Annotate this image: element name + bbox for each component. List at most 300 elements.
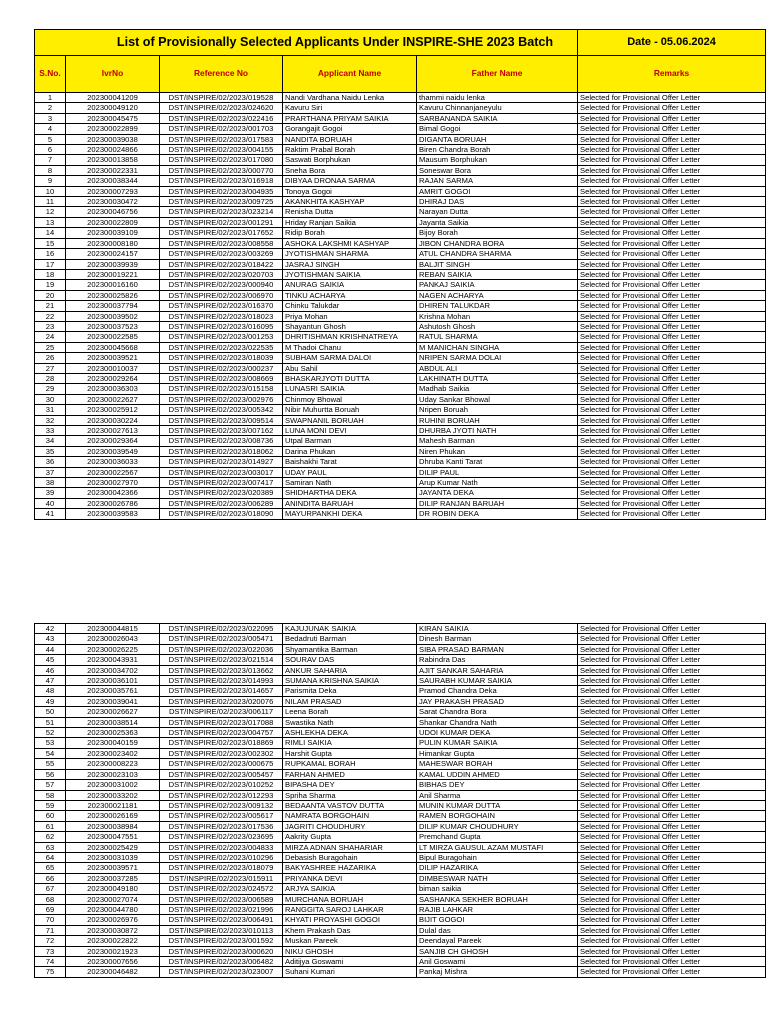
ivrno-cell: 202300029264 — [66, 373, 160, 383]
reference-no-cell: DST/INSPIRE/02/2023/010113 — [160, 925, 283, 935]
ivrno-cell: 202300039521 — [66, 353, 160, 363]
table-row — [35, 145, 766, 155]
remarks-cell: Selected for Provisional Offer Letter — [578, 655, 766, 665]
father-name-cell: AMRIT GOGOI — [417, 186, 578, 196]
table-row — [35, 624, 766, 634]
header-ivrno: IvrNo — [66, 56, 160, 93]
sno-cell: 67 — [35, 884, 66, 894]
father-name-cell: DHIRAJ DAS — [417, 197, 578, 207]
father-name-cell: DILIP PAUL — [417, 467, 578, 477]
remarks-cell: Selected for Provisional Offer Letter — [578, 280, 766, 290]
sno-cell: 64 — [35, 852, 66, 862]
father-name-cell: SARBANANDA SAIKIA — [417, 113, 578, 123]
father-name-cell: RATUL SHARMA — [417, 332, 578, 342]
reference-no-cell: DST/INSPIRE/02/2023/023007 — [160, 967, 283, 977]
father-name-cell: NRIPEN SARMA DOLAI — [417, 353, 578, 363]
sno-cell: 12 — [35, 207, 66, 217]
father-name-cell: Deendayal Pareek — [417, 936, 578, 946]
sno-cell: 63 — [35, 842, 66, 852]
sno-cell: 69 — [35, 904, 66, 914]
table-row — [35, 842, 766, 852]
sno-cell: 43 — [35, 634, 66, 644]
ivrno-cell: 202300037285 — [66, 873, 160, 883]
applicant-name-cell: NAMRATA BORGOHAIN — [283, 811, 417, 821]
father-name-cell: DHURBA JYOTI NATH — [417, 426, 578, 436]
remarks-cell: Selected for Provisional Offer Letter — [578, 290, 766, 300]
ivrno-cell: 202300026225 — [66, 644, 160, 654]
applicant-name-cell: SHIDHARTHA DEKA — [283, 488, 417, 498]
applicant-name-cell: Swastika Nath — [283, 717, 417, 727]
remarks-cell: Selected for Provisional Offer Letter — [578, 904, 766, 914]
table-row — [35, 821, 766, 831]
ivrno-cell: 202300026627 — [66, 707, 160, 717]
table-row — [35, 644, 766, 654]
sno-cell: 27 — [35, 363, 66, 373]
applicant-name-cell: Nandi Vardhana Naidu Lenka — [283, 93, 417, 103]
sno-cell: 50 — [35, 707, 66, 717]
sno-cell: 11 — [35, 197, 66, 207]
reference-no-cell: DST/INSPIRE/02/2023/001253 — [160, 332, 283, 342]
reference-no-cell: DST/INSPIRE/02/2023/019528 — [160, 93, 283, 103]
remarks-cell: Selected for Provisional Offer Letter — [578, 405, 766, 415]
sno-cell: 35 — [35, 446, 66, 456]
applicant-name-cell: ANURAG SAIKIA — [283, 280, 417, 290]
sheet-page-1 — [34, 29, 765, 520]
sno-cell: 46 — [35, 665, 66, 675]
table-row — [35, 446, 766, 456]
remarks-cell: Selected for Provisional Offer Letter — [578, 665, 766, 675]
father-name-cell: Dhruba Kanti Tarat — [417, 457, 578, 467]
applicant-name-cell: Abu Sahil — [283, 363, 417, 373]
remarks-cell: Selected for Provisional Offer Letter — [578, 176, 766, 186]
sno-cell: 13 — [35, 217, 66, 227]
title-row — [35, 30, 766, 56]
reference-no-cell: DST/INSPIRE/02/2023/007417 — [160, 478, 283, 488]
ivrno-cell: 202300039549 — [66, 446, 160, 456]
father-name-cell: Anil Goswami — [417, 957, 578, 967]
sno-cell: 8 — [35, 165, 66, 175]
reference-no-cell: DST/INSPIRE/02/2023/016918 — [160, 176, 283, 186]
father-name-cell: Mausum Borphukan — [417, 155, 578, 165]
applicant-name-cell: PRARTHANA PRIYAM SAIKIA — [283, 113, 417, 123]
sno-cell: 68 — [35, 894, 66, 904]
table-row — [35, 176, 766, 186]
ivrno-cell: 202300029364 — [66, 436, 160, 446]
reference-no-cell: DST/INSPIRE/02/2023/001291 — [160, 217, 283, 227]
remarks-cell: Selected for Provisional Offer Letter — [578, 394, 766, 404]
sno-cell: 34 — [35, 436, 66, 446]
sno-cell: 58 — [35, 790, 66, 800]
applicant-name-cell: Leena Borah — [283, 707, 417, 717]
table-row — [35, 186, 766, 196]
table-row — [35, 957, 766, 967]
table-row — [35, 197, 766, 207]
table-row — [35, 93, 766, 103]
table-row — [35, 936, 766, 946]
ivrno-cell: 202300031002 — [66, 780, 160, 790]
reference-no-cell: DST/INSPIRE/02/2023/000237 — [160, 363, 283, 373]
ivrno-cell: 202300042366 — [66, 488, 160, 498]
sno-cell: 72 — [35, 936, 66, 946]
remarks-cell: Selected for Provisional Offer Letter — [578, 488, 766, 498]
applicant-name-cell: KAJUJUNAK SAIKIA — [283, 624, 417, 634]
reference-no-cell: DST/INSPIRE/02/2023/014657 — [160, 686, 283, 696]
applicant-name-cell: Baishakhi Tarat — [283, 457, 417, 467]
remarks-cell: Selected for Provisional Offer Letter — [578, 207, 766, 217]
reference-no-cell: DST/INSPIRE/02/2023/020076 — [160, 696, 283, 706]
applicant-name-cell: Utpal Barman — [283, 436, 417, 446]
sno-cell: 16 — [35, 249, 66, 259]
reference-no-cell: DST/INSPIRE/02/2023/017583 — [160, 134, 283, 144]
applicant-name-cell: JYOTISHMAN SHARMA — [283, 249, 417, 259]
father-name-cell: M MANICHAN SINGHA — [417, 342, 578, 352]
father-name-cell: DIGANTA BORUAH — [417, 134, 578, 144]
father-name-cell: Anil Sharma — [417, 790, 578, 800]
sno-cell: 38 — [35, 478, 66, 488]
sno-cell: 36 — [35, 457, 66, 467]
reference-no-cell: DST/INSPIRE/02/2023/018422 — [160, 259, 283, 269]
table-row — [35, 634, 766, 644]
ivrno-cell: 202300026169 — [66, 811, 160, 821]
reference-no-cell: DST/INSPIRE/02/2023/005617 — [160, 811, 283, 821]
father-name-cell: DILIP HAZARIKA — [417, 863, 578, 873]
sno-cell: 14 — [35, 228, 66, 238]
sno-cell: 51 — [35, 717, 66, 727]
reference-no-cell: DST/INSPIRE/02/2023/009514 — [160, 415, 283, 425]
father-name-cell: LAKHINATH DUTTA — [417, 373, 578, 383]
ivrno-cell: 202300027613 — [66, 426, 160, 436]
father-name-cell: DILIP RANJAN BARUAH — [417, 498, 578, 508]
ivrno-cell: 202300044780 — [66, 904, 160, 914]
father-name-cell: thammi naidu lenka — [417, 93, 578, 103]
header-reference-no: Reference No — [160, 56, 283, 93]
applicant-name-cell: ASHOKA LAKSHMI KASHYAP — [283, 238, 417, 248]
ivrno-cell: 202300037794 — [66, 301, 160, 311]
header-applicant-name: Applicant Name — [283, 56, 417, 93]
applicant-name-cell: Shyamantika Barman — [283, 644, 417, 654]
father-name-cell: SANJIB CH GHOSH — [417, 946, 578, 956]
sno-cell: 32 — [35, 415, 66, 425]
sno-cell: 7 — [35, 155, 66, 165]
father-name-cell: BIJIT GOGOI — [417, 915, 578, 925]
father-name-cell: Jayanta Saikia — [417, 217, 578, 227]
father-name-cell: RAJIB LAHKAR — [417, 904, 578, 914]
reference-no-cell: DST/INSPIRE/02/2023/004155 — [160, 145, 283, 155]
applicant-name-cell: LUNA MONI DEVI — [283, 426, 417, 436]
applicant-name-cell: Hriday Ranjan Saikia — [283, 217, 417, 227]
ivrno-cell: 202300022331 — [66, 165, 160, 175]
sno-cell: 29 — [35, 384, 66, 394]
ivrno-cell: 202300037523 — [66, 321, 160, 331]
sno-cell: 2 — [35, 103, 66, 113]
ivrno-cell: 202300024157 — [66, 249, 160, 259]
father-name-cell: Narayan Dutta — [417, 207, 578, 217]
applicant-name-cell: ARJYA SAIKIA — [283, 884, 417, 894]
applicant-name-cell: BIPASHA DEY — [283, 780, 417, 790]
reference-no-cell: DST/INSPIRE/02/2023/007162 — [160, 426, 283, 436]
applicant-name-cell: BHASKARJYOTI DUTTA — [283, 373, 417, 383]
reference-no-cell: DST/INSPIRE/02/2023/017080 — [160, 155, 283, 165]
reference-no-cell: DST/INSPIRE/02/2023/002976 — [160, 394, 283, 404]
table-row — [35, 405, 766, 415]
ivrno-cell: 202300036101 — [66, 676, 160, 686]
ivrno-cell: 202300038514 — [66, 717, 160, 727]
applicant-name-cell: RUPKAMAL BORAH — [283, 759, 417, 769]
applicant-name-cell: Raktim Prabal Borah — [283, 145, 417, 155]
sno-cell: 54 — [35, 748, 66, 758]
father-name-cell: Madhab Saikia — [417, 384, 578, 394]
table-row — [35, 769, 766, 779]
table-row — [35, 436, 766, 446]
remarks-cell: Selected for Provisional Offer Letter — [578, 113, 766, 123]
table-row — [35, 217, 766, 227]
sno-cell: 57 — [35, 780, 66, 790]
reference-no-cell: DST/INSPIRE/02/2023/005457 — [160, 769, 283, 779]
ivrno-cell: 202300039571 — [66, 863, 160, 873]
ivrno-cell: 202300034702 — [66, 665, 160, 675]
reference-no-cell: DST/INSPIRE/02/2023/014993 — [160, 676, 283, 686]
reference-no-cell: DST/INSPIRE/02/2023/018039 — [160, 353, 283, 363]
column-header-row — [35, 56, 766, 93]
table-row — [35, 759, 766, 769]
table-row — [35, 884, 766, 894]
remarks-cell: Selected for Provisional Offer Letter — [578, 759, 766, 769]
sno-cell: 19 — [35, 280, 66, 290]
reference-no-cell: DST/INSPIRE/02/2023/020703 — [160, 269, 283, 279]
ivrno-cell: 202300021923 — [66, 946, 160, 956]
father-name-cell: JAYANTA DEKA — [417, 488, 578, 498]
sno-cell: 6 — [35, 145, 66, 155]
reference-no-cell: DST/INSPIRE/02/2023/021514 — [160, 655, 283, 665]
reference-no-cell: DST/INSPIRE/02/2023/022095 — [160, 624, 283, 634]
sno-cell: 70 — [35, 915, 66, 925]
sno-cell: 17 — [35, 259, 66, 269]
table-row — [35, 280, 766, 290]
remarks-cell: Selected for Provisional Offer Letter — [578, 259, 766, 269]
ivrno-cell: 202300039502 — [66, 311, 160, 321]
sno-cell: 28 — [35, 373, 66, 383]
applicant-name-cell: BEDAANTA VASTOV DUTTA — [283, 800, 417, 810]
table-row — [35, 790, 766, 800]
reference-no-cell: DST/INSPIRE/02/2023/017652 — [160, 228, 283, 238]
remarks-cell: Selected for Provisional Offer Letter — [578, 186, 766, 196]
applicant-name-cell: Spriha Sharma — [283, 790, 417, 800]
applicant-name-cell: Kavuru Siri — [283, 103, 417, 113]
remarks-cell: Selected for Provisional Offer Letter — [578, 748, 766, 758]
father-name-cell: Ashutosh Ghosh — [417, 321, 578, 331]
table-row — [35, 467, 766, 477]
remarks-cell: Selected for Provisional Offer Letter — [578, 790, 766, 800]
applicant-name-cell: BAKYASHREE HAZARIKA — [283, 863, 417, 873]
ivrno-cell: 202300007656 — [66, 957, 160, 967]
reference-no-cell: DST/INSPIRE/02/2023/015911 — [160, 873, 283, 883]
applicant-name-cell: Gorangajit Gogoi — [283, 124, 417, 134]
sno-cell: 5 — [35, 134, 66, 144]
remarks-cell: Selected for Provisional Offer Letter — [578, 884, 766, 894]
remarks-cell: Selected for Provisional Offer Letter — [578, 384, 766, 394]
father-name-cell: ATUL CHANDRA SHARMA — [417, 249, 578, 259]
table-row — [35, 290, 766, 300]
ivrno-cell: 202300044815 — [66, 624, 160, 634]
reference-no-cell: DST/INSPIRE/02/2023/024572 — [160, 884, 283, 894]
remarks-cell: Selected for Provisional Offer Letter — [578, 863, 766, 873]
ivrno-cell: 202300022809 — [66, 217, 160, 227]
father-name-cell: Mahesh Barman — [417, 436, 578, 446]
father-name-cell: SASHANKA SEKHER BORUAH — [417, 894, 578, 904]
applicant-name-cell: Chinmoy Bhowal — [283, 394, 417, 404]
table-row — [35, 832, 766, 842]
applicant-name-cell: Ridip Borah — [283, 228, 417, 238]
reference-no-cell: DST/INSPIRE/02/2023/022535 — [160, 342, 283, 352]
remarks-cell: Selected for Provisional Offer Letter — [578, 728, 766, 738]
sno-cell: 9 — [35, 176, 66, 186]
header-sno: S.No. — [35, 56, 66, 93]
table-row — [35, 925, 766, 935]
reference-no-cell: DST/INSPIRE/02/2023/022416 — [160, 113, 283, 123]
sno-cell: 41 — [35, 509, 66, 519]
table-row — [35, 103, 766, 113]
table-row — [35, 509, 766, 519]
applicant-name-cell: MURCHANA BORUAH — [283, 894, 417, 904]
sno-cell: 52 — [35, 728, 66, 738]
table-row — [35, 676, 766, 686]
remarks-cell: Selected for Provisional Offer Letter — [578, 769, 766, 779]
remarks-cell: Selected for Provisional Offer Letter — [578, 717, 766, 727]
table-row — [35, 488, 766, 498]
father-name-cell: Sarat Chandra Bora — [417, 707, 578, 717]
reference-no-cell: DST/INSPIRE/02/2023/004833 — [160, 842, 283, 852]
reference-no-cell: DST/INSPIRE/02/2023/018023 — [160, 311, 283, 321]
applicant-name-cell: NANDITA BORUAH — [283, 134, 417, 144]
ivrno-cell: 202300024866 — [66, 145, 160, 155]
father-name-cell: Bipul Buragohain — [417, 852, 578, 862]
father-name-cell: Soneswar Bora — [417, 165, 578, 175]
sno-cell: 49 — [35, 696, 66, 706]
applicant-name-cell: Harshit Gupta — [283, 748, 417, 758]
applicant-name-cell: FARHAN AHMED — [283, 769, 417, 779]
table-row — [35, 124, 766, 134]
reference-no-cell: DST/INSPIRE/02/2023/020389 — [160, 488, 283, 498]
remarks-cell: Selected for Provisional Offer Letter — [578, 925, 766, 935]
applicant-name-cell: MAYURPANKHI DEKA — [283, 509, 417, 519]
sno-cell: 25 — [35, 342, 66, 352]
father-name-cell: SIBA PRASAD BARMAN — [417, 644, 578, 654]
father-name-cell: DHIREN TALUKDAR — [417, 301, 578, 311]
ivrno-cell: 202300025363 — [66, 728, 160, 738]
table-row — [35, 426, 766, 436]
sno-cell: 45 — [35, 655, 66, 665]
applicant-name-cell: Renisha Dutta — [283, 207, 417, 217]
reference-no-cell: DST/INSPIRE/02/2023/008736 — [160, 436, 283, 446]
reference-no-cell: DST/INSPIRE/02/2023/001592 — [160, 936, 283, 946]
table-row — [35, 394, 766, 404]
sno-cell: 23 — [35, 321, 66, 331]
table-row — [35, 904, 766, 914]
father-name-cell: JAY PRAKASH PRASAD — [417, 696, 578, 706]
reference-no-cell: DST/INSPIRE/02/2023/023695 — [160, 832, 283, 842]
sno-cell: 31 — [35, 405, 66, 415]
ivrno-cell: 202300039939 — [66, 259, 160, 269]
sno-cell: 65 — [35, 863, 66, 873]
remarks-cell: Selected for Provisional Offer Letter — [578, 634, 766, 644]
remarks-cell: Selected for Provisional Offer Letter — [578, 217, 766, 227]
table-row — [35, 134, 766, 144]
reference-no-cell: DST/INSPIRE/02/2023/000940 — [160, 280, 283, 290]
applicant-name-cell: Parismita Deka — [283, 686, 417, 696]
ivrno-cell: 202300049180 — [66, 884, 160, 894]
reference-no-cell: DST/INSPIRE/02/2023/017088 — [160, 717, 283, 727]
table-row — [35, 686, 766, 696]
reference-no-cell: DST/INSPIRE/02/2023/001703 — [160, 124, 283, 134]
ivrno-cell: 202300039109 — [66, 228, 160, 238]
table-row — [35, 415, 766, 425]
ivrno-cell: 202300026976 — [66, 915, 160, 925]
father-name-cell: Bijoy Borah — [417, 228, 578, 238]
remarks-cell: Selected for Provisional Offer Letter — [578, 269, 766, 279]
father-name-cell: REBAN SAIKIA — [417, 269, 578, 279]
applicant-name-cell: Darina Phukan — [283, 446, 417, 456]
table-row — [35, 384, 766, 394]
sno-cell: 22 — [35, 311, 66, 321]
remarks-cell: Selected for Provisional Offer Letter — [578, 780, 766, 790]
reference-no-cell: DST/INSPIRE/02/2023/006491 — [160, 915, 283, 925]
remarks-cell: Selected for Provisional Offer Letter — [578, 821, 766, 831]
ivrno-cell: 202300021181 — [66, 800, 160, 810]
father-name-cell: Niren Phukan — [417, 446, 578, 456]
remarks-cell: Selected for Provisional Offer Letter — [578, 145, 766, 155]
remarks-cell: Selected for Provisional Offer Letter — [578, 873, 766, 883]
sno-cell: 15 — [35, 238, 66, 248]
applicant-name-cell: JYOTISHMAN SAIKIA — [283, 269, 417, 279]
remarks-cell: Selected for Provisional Offer Letter — [578, 811, 766, 821]
ivrno-cell: 202300041209 — [66, 93, 160, 103]
reference-no-cell: DST/INSPIRE/02/2023/002302 — [160, 748, 283, 758]
reference-no-cell: DST/INSPIRE/02/2023/018869 — [160, 738, 283, 748]
sno-cell: 33 — [35, 426, 66, 436]
applicant-name-cell: RIMLI SAIKIA — [283, 738, 417, 748]
reference-no-cell: DST/INSPIRE/02/2023/022036 — [160, 644, 283, 654]
ivrno-cell: 202300023402 — [66, 748, 160, 758]
applicant-name-cell: Aakrity Gupta — [283, 832, 417, 842]
remarks-cell: Selected for Provisional Offer Letter — [578, 426, 766, 436]
father-name-cell: JIBON CHANDRA BORA — [417, 238, 578, 248]
ivrno-cell: 202300039038 — [66, 134, 160, 144]
applicant-name-cell: M Thadoi Chanu — [283, 342, 417, 352]
table-row — [35, 321, 766, 331]
remarks-cell: Selected for Provisional Offer Letter — [578, 967, 766, 977]
sno-cell: 75 — [35, 967, 66, 977]
applicant-name-cell: TINKU ACHARYA — [283, 290, 417, 300]
father-name-cell: AJIT SANKAR SAHARIA — [417, 665, 578, 675]
applicant-name-cell: Aditijya Goswami — [283, 957, 417, 967]
applicant-name-cell: Sneha Bora — [283, 165, 417, 175]
ivrno-cell: 202300046482 — [66, 967, 160, 977]
reference-no-cell: DST/INSPIRE/02/2023/004935 — [160, 186, 283, 196]
remarks-cell: Selected for Provisional Offer Letter — [578, 332, 766, 342]
remarks-cell: Selected for Provisional Offer Letter — [578, 842, 766, 852]
remarks-cell: Selected for Provisional Offer Letter — [578, 936, 766, 946]
reference-no-cell: DST/INSPIRE/02/2023/000620 — [160, 946, 283, 956]
remarks-cell: Selected for Provisional Offer Letter — [578, 353, 766, 363]
sno-cell: 71 — [35, 925, 66, 935]
father-name-cell: KAMAL UDDIN AHMED — [417, 769, 578, 779]
table-row — [35, 269, 766, 279]
reference-no-cell: DST/INSPIRE/02/2023/004757 — [160, 728, 283, 738]
remarks-cell: Selected for Provisional Offer Letter — [578, 373, 766, 383]
sno-cell: 1 — [35, 93, 66, 103]
reference-no-cell: DST/INSPIRE/02/2023/005342 — [160, 405, 283, 415]
remarks-cell: Selected for Provisional Offer Letter — [578, 134, 766, 144]
